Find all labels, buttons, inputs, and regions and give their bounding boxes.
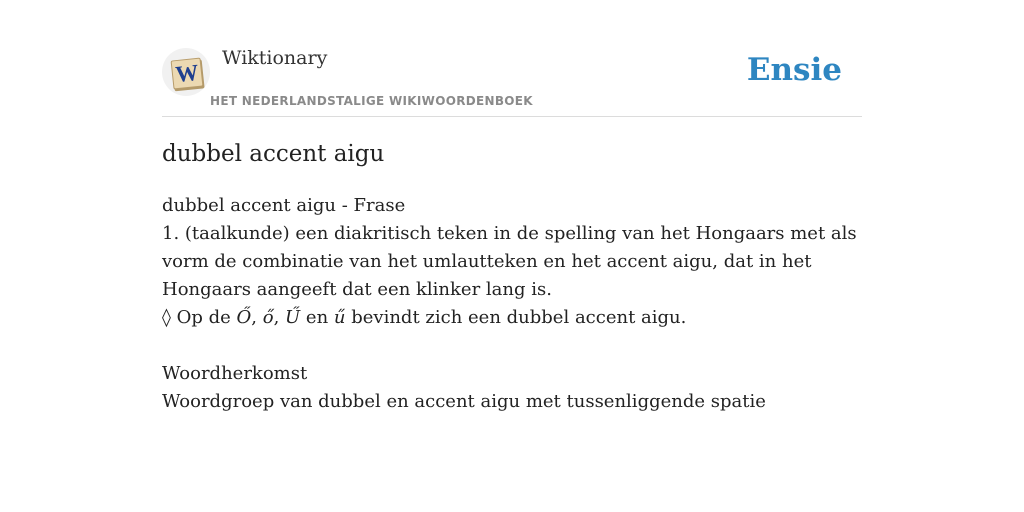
example-separator: , bbox=[251, 307, 263, 328]
spacer bbox=[162, 332, 862, 360]
logo-letter: W bbox=[174, 59, 200, 88]
logo-tile bbox=[171, 58, 204, 90]
example-separator: , bbox=[273, 307, 286, 328]
wiktionary-logo-icon[interactable] bbox=[162, 48, 210, 96]
entry-body bbox=[162, 192, 862, 416]
site-name[interactable]: Wiktionary bbox=[222, 47, 328, 69]
example-prefix: ◊ Op de bbox=[162, 307, 237, 328]
example-letter: ő bbox=[262, 307, 274, 328]
entry-definition: 1. (taalkunde) een diakritisch teken in de spelling van het Hongaars met als vorm de combinatie van het umlautteken en het accent aigu, dat in het Hongaars aangeeft dat een klinker lang is. bbox=[162, 223, 857, 300]
example-letter: Ű bbox=[285, 307, 301, 328]
site-tagline: HET NEDERLANDSTALIGE WIKIWOORDENBOEK bbox=[210, 94, 533, 108]
entry-subheading: dubbel accent aigu - Frase bbox=[162, 195, 406, 216]
example-letter: Ő bbox=[236, 307, 252, 328]
etymology-heading: Woordherkomst bbox=[162, 363, 308, 384]
entry-example bbox=[162, 304, 862, 332]
example-suffix: bevindt zich een dubbel accent aigu. bbox=[345, 307, 687, 328]
etymology-text: Woordgroep van dubbel en accent aigu met tussenliggende spatie bbox=[162, 391, 766, 412]
entry-content bbox=[162, 138, 862, 416]
example-conjunction: en bbox=[300, 307, 334, 328]
ensie-logo-link[interactable]: Ensie bbox=[746, 52, 842, 88]
example-letter: ű bbox=[333, 307, 346, 328]
page-title: dubbel accent aigu bbox=[162, 141, 385, 167]
site-header bbox=[162, 44, 862, 117]
